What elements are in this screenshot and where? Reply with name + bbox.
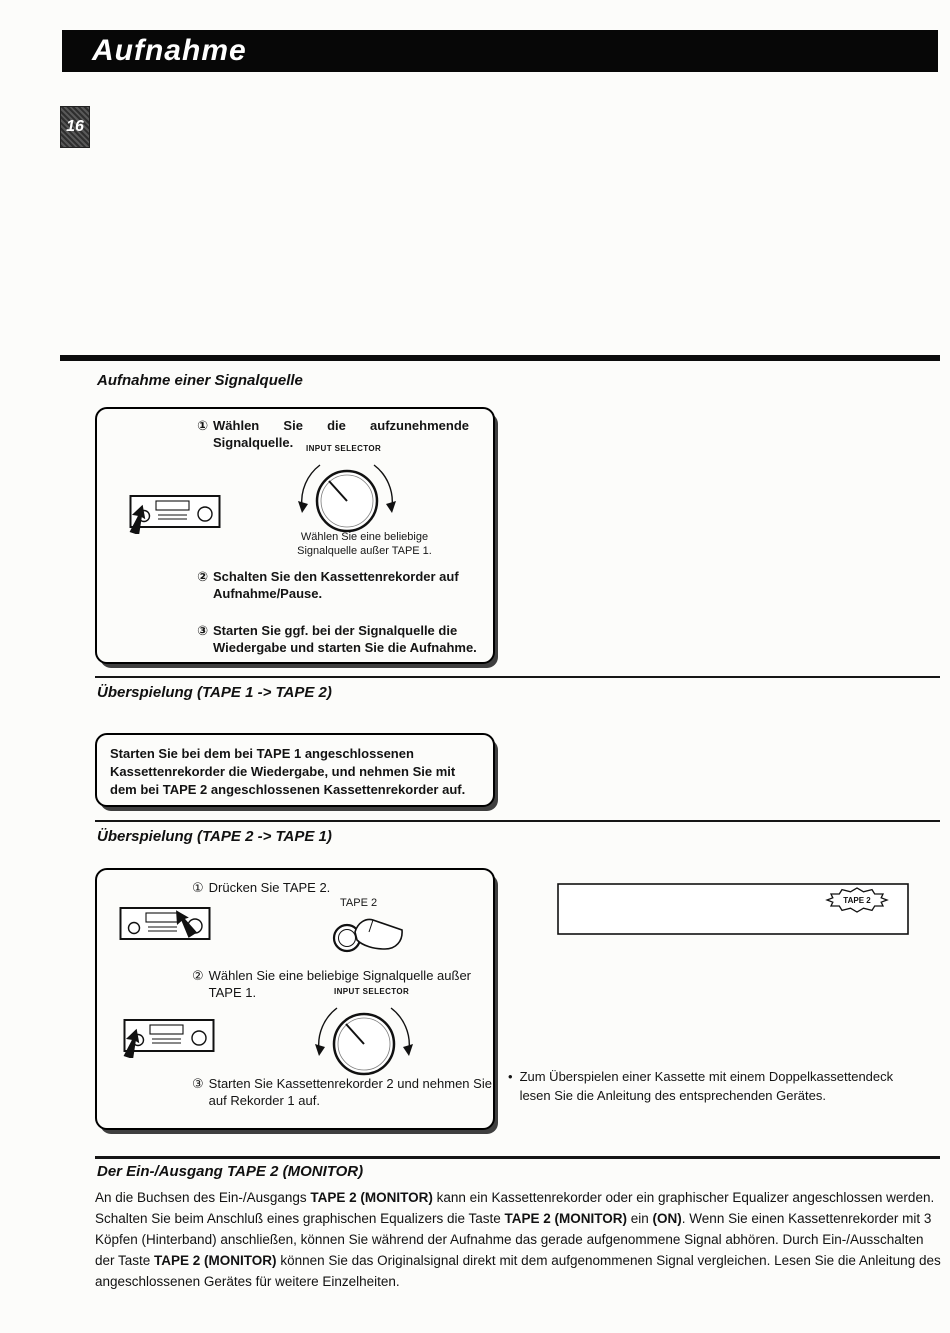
box-text: Starten Sie bei dem bei TAPE 1 angeschlossenen Kassettenrekorder die Wiedergabe, und nehmen Sie mit dem bei TAPE 2 angeschlossenen Kassettenrekorder auf. bbox=[110, 746, 466, 798]
step-text: Wählen Sie eine beliebige Signalquelle außer TAPE 1. bbox=[208, 968, 471, 1000]
section-heading-tape2-to-tape1: Überspielung (TAPE 2 -> TAPE 1) bbox=[97, 828, 332, 845]
knob-caption bbox=[257, 530, 472, 559]
paragraph-bold: TAPE 2 (MONITOR) bbox=[504, 1210, 628, 1226]
paragraph-bold: TAPE 2 (MONITOR) bbox=[310, 1190, 433, 1205]
paragraph-text: ein bbox=[627, 1210, 653, 1226]
pressing-finger-icon bbox=[355, 920, 402, 950]
display-strip-illustration bbox=[557, 880, 909, 938]
paragraph-bold: (ON) bbox=[652, 1210, 682, 1226]
step-item bbox=[197, 623, 487, 657]
instruction-box-tape1-to-tape2 bbox=[95, 733, 495, 807]
step-item bbox=[197, 569, 477, 603]
page-title: Aufnahme bbox=[92, 34, 247, 67]
paragraph-text: kann ein Kassettenrekorder oder ein graphischer Equalizer angeschlossen werden. Schalten Sie beim Anschluß eines graphischen Equalizers die Taste bbox=[95, 1190, 935, 1226]
step-text: Drücken Sie TAPE 2. bbox=[208, 880, 331, 895]
section-heading-tape1-to-tape2: Überspielung (TAPE 1 -> TAPE 2) bbox=[97, 684, 332, 701]
note-text: Zum Überspielen einer Kassette mit einem Doppelkassettendeck lesen Sie die Anleitung des entsprechenden Gerätes. bbox=[519, 1069, 894, 1103]
input-selector-label: INPUT SELECTOR bbox=[306, 444, 382, 453]
receiver-illustration bbox=[123, 1012, 215, 1058]
knob-caption-line1: Wählen Sie eine beliebige bbox=[300, 531, 429, 543]
instruction-box-signalquelle bbox=[95, 407, 495, 664]
step-number: ② bbox=[197, 569, 209, 584]
page-number: 16 bbox=[66, 118, 84, 135]
section-divider bbox=[95, 1156, 940, 1159]
bullet-icon: • bbox=[508, 1069, 513, 1084]
step-number: ① bbox=[192, 880, 204, 895]
step-item bbox=[192, 968, 488, 1002]
step-text: Starten Sie Kassettenrekorder 2 und nehmen Sie auf Rekorder 1 auf. bbox=[208, 1076, 492, 1108]
step-number: ② bbox=[192, 968, 204, 983]
tape2-button-icon bbox=[322, 911, 407, 973]
paragraph-bold: TAPE 2 (MONITOR) bbox=[154, 1252, 277, 1268]
note-item bbox=[508, 1068, 920, 1106]
section-divider-thick bbox=[60, 355, 940, 361]
section-heading-aufnahme-signalquelle: Aufnahme einer Signalquelle bbox=[97, 372, 303, 389]
knob-caption-line2: Signalquelle außer TAPE 1. bbox=[297, 545, 432, 558]
page-number-badge bbox=[60, 106, 90, 148]
paragraph-text: . Wenn Sie einen Kassettenrekorder mit 3 Köpfen (Hinterband) anschließen, können Sie während der Aufnahme das gerade aufgenommene Signal abhören. Durch Ein-/Ausschalten der Taste bbox=[95, 1210, 932, 1268]
page-banner bbox=[62, 30, 938, 72]
step-text: Schalten Sie den Kassettenrekorder auf Aufnahme/Pause. bbox=[213, 569, 459, 601]
section-divider bbox=[95, 676, 940, 678]
receiver-illustration bbox=[119, 900, 211, 946]
input-selector-label: INPUT SELECTOR bbox=[334, 987, 410, 996]
step-text: Starten Sie ggf. bei der Signalquelle die Wiedergabe und starten Sie die Aufnahme. bbox=[213, 623, 477, 655]
receiver-illustration bbox=[129, 488, 221, 534]
tape2-button-label: TAPE 2 bbox=[340, 897, 378, 909]
instruction-box-tape2-to-tape1 bbox=[95, 868, 495, 1130]
section-heading-tape2-monitor: Der Ein-/Ausgang TAPE 2 (MONITOR) bbox=[97, 1163, 364, 1180]
monitor-paragraph bbox=[95, 1188, 943, 1293]
paragraph-text: können Sie das Originalsignal direkt mit dem aufgenommenen Signal vergleichen. Lesen Sie die Anleitung des angeschlossenen Gerätes für weitere Einzelheiten. bbox=[95, 1252, 941, 1289]
step-item bbox=[192, 880, 482, 897]
step-text: Wählen Sie die aufzunehmende Signalquelle. bbox=[213, 418, 469, 450]
step-item bbox=[192, 1076, 492, 1110]
paragraph-text: An die Buchsen des Ein-/Ausgangs bbox=[95, 1190, 311, 1205]
step-number: ③ bbox=[192, 1076, 204, 1091]
step-number: ③ bbox=[197, 623, 209, 638]
tape2-indicator-label: TAPE 2 bbox=[843, 896, 871, 905]
step-number: ① bbox=[197, 418, 209, 433]
section-divider bbox=[95, 820, 940, 822]
